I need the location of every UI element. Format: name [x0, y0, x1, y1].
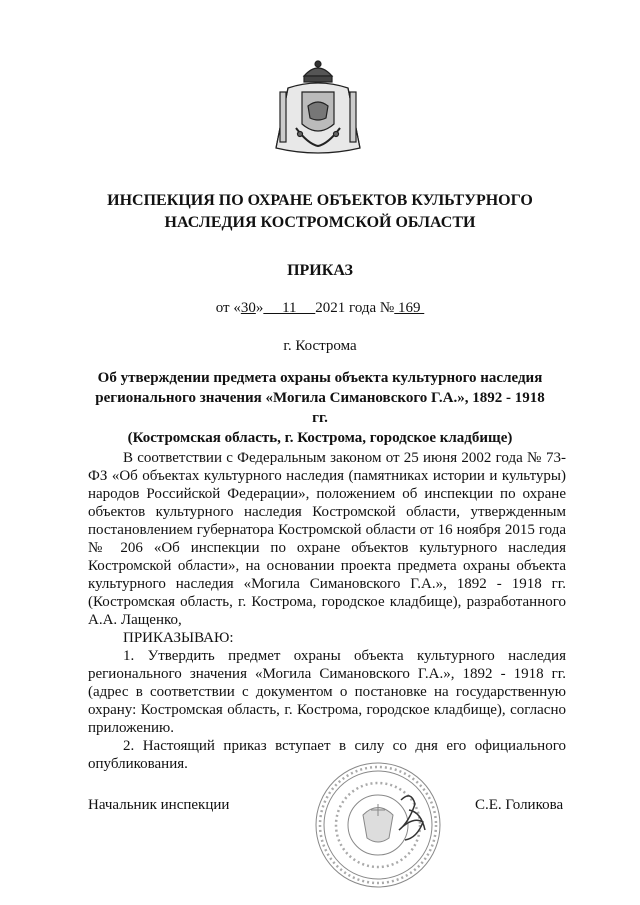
document-title: ПРИКАЗ: [287, 262, 353, 279]
preamble-paragraph: В соответствии с Федеральным законом от 25 июня 2002 года № 73-ФЗ «Об объектах культурного наследия (памятниках истории и культуры) народов Российской Федерации», положением об инспекции по охране объектов культурного наследия Костромской области, утвержденным постановлением губернатора Костромской области от 16 ноября 2015 года № 206 «Об инспекции по охране объектов культурного наследия Костромской области», на основании проекта предмета охраны объекта культурного наследия «Могила Симановского Г.А.», 1892 - 1918 гг. (Костромская область, г. Кострома, городское кладбище), разработанного А.А. Лащенко,: [88, 450, 566, 628]
order-year: 2021 года №: [315, 300, 395, 316]
order-subject: [90, 368, 550, 448]
coat-of-arms-emblem: [268, 58, 368, 162]
subject-line-1: Об утверждении предмета охраны объекта культурного наследия: [97, 370, 543, 386]
org-line-2: НАСЛЕДИЯ КОСТРОМСКОЙ ОБЛАСТИ: [164, 214, 476, 231]
subject-line-3: (Костромская область, г. Кострома, городское кладбище): [127, 430, 513, 446]
signatory-title: Начальник инспекции: [88, 797, 230, 813]
order-number: 169: [394, 300, 425, 316]
order-city: г. Кострома: [283, 338, 357, 354]
order-keyword: ПРИКАЗЫВАЮ:: [123, 630, 234, 646]
date-sep: »: [255, 300, 264, 316]
order-month: 11: [263, 300, 316, 316]
org-line-1: ИНСПЕКЦИЯ ПО ОХРАНЕ ОБЪЕКТОВ КУЛЬТУРНОГО: [107, 192, 533, 209]
organization-name: [60, 190, 580, 234]
date-prefix: от «: [215, 300, 241, 316]
signatory-name: С.Е. Голикова: [475, 797, 564, 813]
order-body: [88, 449, 566, 773]
clause-2: 2. Настоящий приказ вступает в силу со дня его официального опубликования.: [88, 738, 566, 772]
order-day: 30: [240, 300, 256, 316]
subject-line-2: регионального значения «Могила Симановского Г.А.», 1892 - 1918 гг.: [95, 390, 545, 426]
clause-1: 1. Утвердить предмет охраны объекта культурного наследия регионального значения «Могила Симановского Г.А.», 1892 - 1918 гг. (адрес в соответствии с документом о постановке на государственную охрану: Костромская область, г. Кострома, городское кладбище), согласно приложению.: [88, 648, 566, 736]
order-date-line: [0, 300, 640, 317]
official-stamp-seal: [313, 760, 443, 890]
